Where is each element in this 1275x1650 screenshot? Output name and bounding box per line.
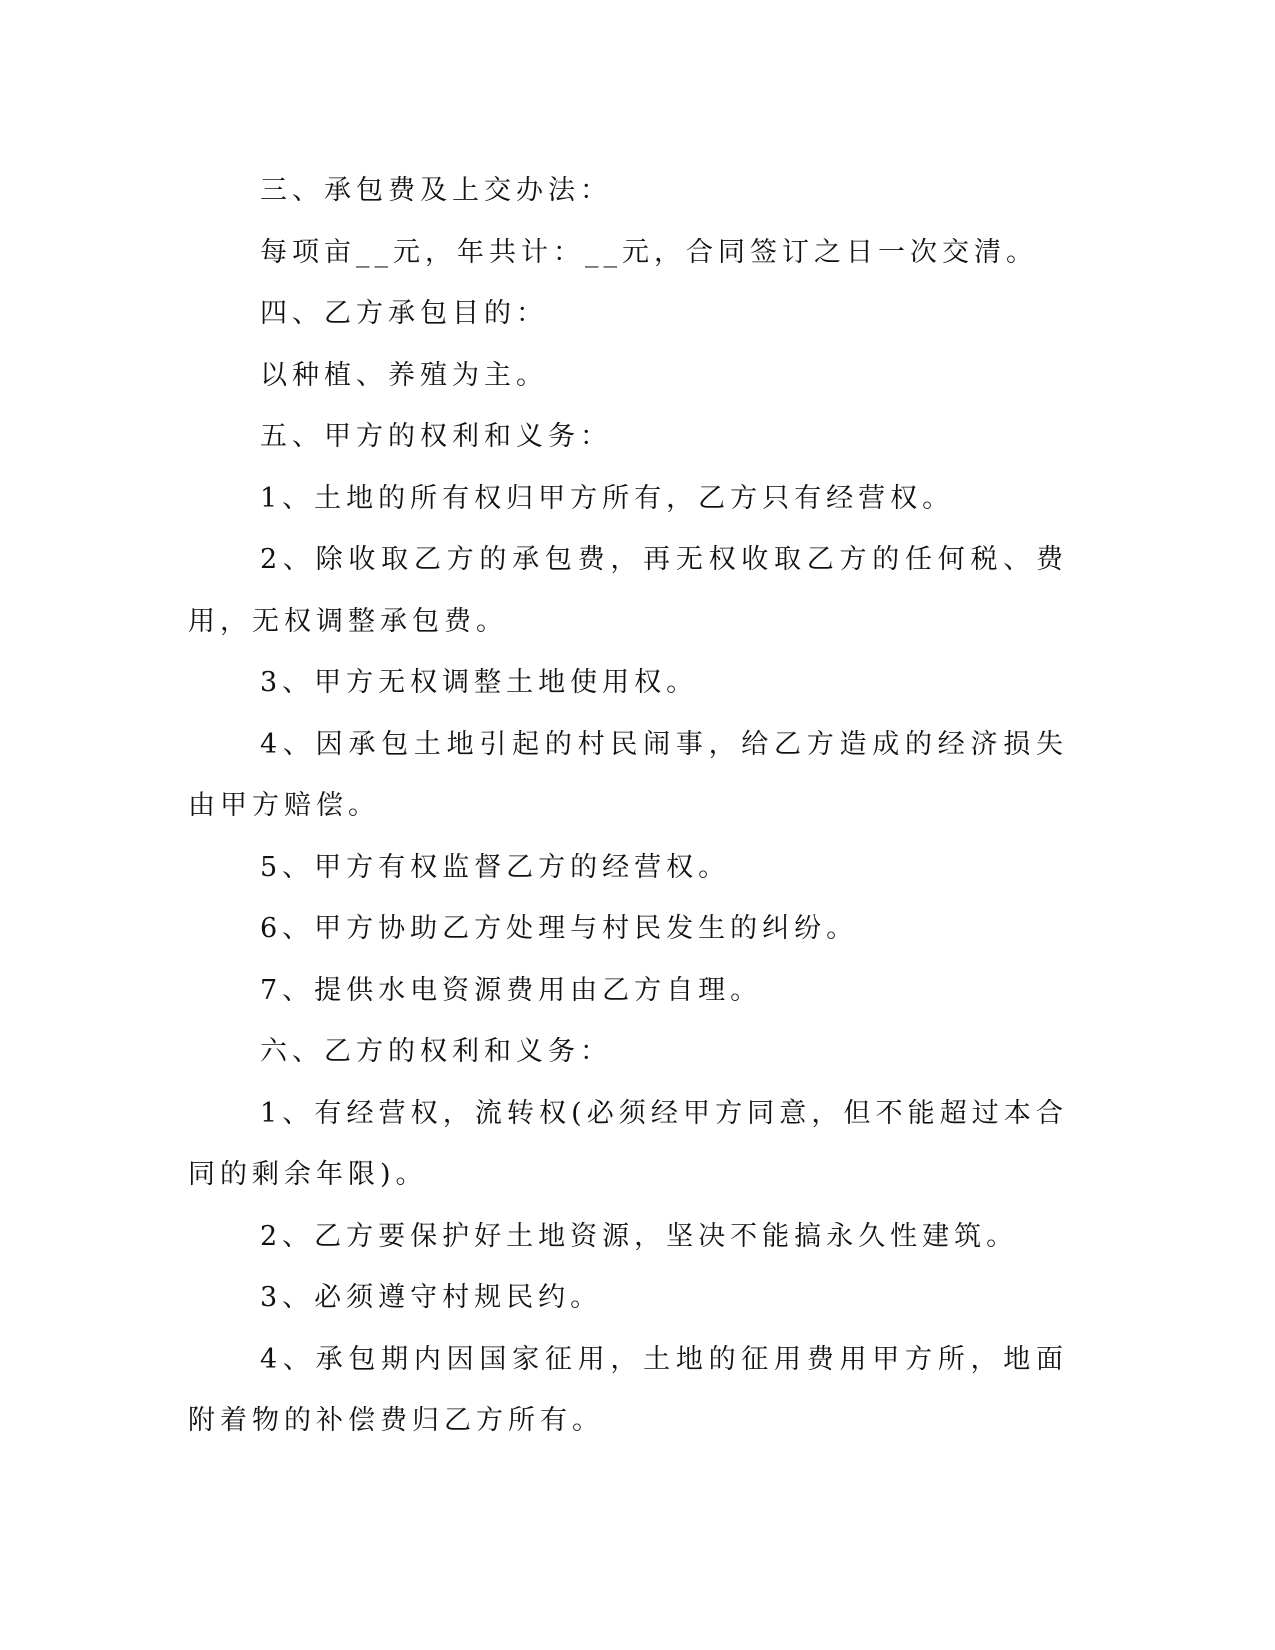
clause-a-7: 7、提供水电资源费用由乙方自理。 xyxy=(260,974,763,1006)
clause-b-1: 1、有经营权，流转权(必须经甲方同意，但不能超过本合同的剩余年限)。 xyxy=(188,1097,1068,1190)
clause-a-4: 4、因承包土地引起的村民闹事，给乙方造成的经济损失由甲方赔偿。 xyxy=(188,728,1068,821)
clause-a-2: 2、除收取乙方的承包费，再无权收取乙方的任何税、费用，无权调整承包费。 xyxy=(188,544,1068,637)
document-body xyxy=(188,160,1068,1452)
section-heading-purpose: 四、乙方承包目的： xyxy=(260,298,548,329)
paragraph-purpose: 以种植、养殖为主。 xyxy=(260,359,548,391)
clause-b-2: 2、乙方要保护好土地资源，坚决不能搞永久性建筑。 xyxy=(260,1220,1019,1252)
clause-b-3: 3、必须遵守村规民约。 xyxy=(260,1282,603,1313)
section-heading-fee: 三、承包费及上交办法： xyxy=(260,175,612,206)
clause-a-6: 6、甲方协助乙方处理与村民发生的纠纷。 xyxy=(260,913,859,944)
clause-a-1: 1、土地的所有权归甲方所有，乙方只有经营权。 xyxy=(260,482,955,514)
paragraph-fee-terms: 每项亩__元，年共计：__元，合同签订之日一次交清。 xyxy=(260,236,1038,268)
clause-a-5: 5、甲方有权监督乙方的经营权。 xyxy=(260,851,731,883)
clause-a-3: 3、甲方无权调整土地使用权。 xyxy=(260,667,699,698)
section-heading-party-b: 六、乙方的权利和义务： xyxy=(260,1036,612,1067)
clause-b-4: 4、承包期内因国家征用，土地的征用费用甲方所，地面附着物的补偿费归乙方所有。 xyxy=(188,1343,1068,1436)
section-heading-party-a: 五、甲方的权利和义务： xyxy=(260,421,612,452)
